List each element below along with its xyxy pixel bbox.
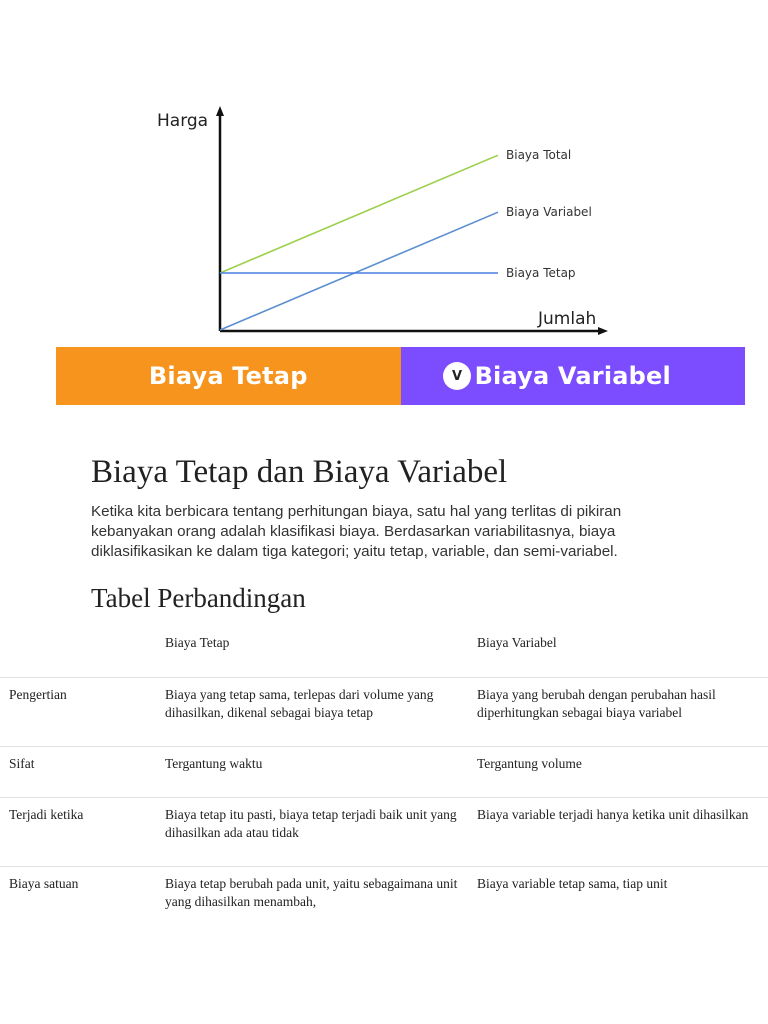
- chart-labels: [157, 111, 596, 329]
- table-row: [0, 866, 768, 935]
- series-line-biaya-variabel: [220, 212, 498, 330]
- table-header-cell: Biaya Tetap: [165, 635, 230, 650]
- y-axis-arrow: [216, 106, 224, 116]
- table-header-cell: [0, 626, 165, 677]
- series-label: Biaya Tetap: [506, 266, 576, 280]
- y-axis-label: Harga: [157, 111, 209, 131]
- table-header-row: [0, 626, 768, 677]
- cost-chart: [140, 100, 620, 340]
- x-axis-label: Jumlah: [538, 309, 597, 329]
- table-cell: Tergantung waktu: [165, 755, 263, 771]
- table-cell: Biaya variable terjadi hanya ketika unit dihasilkan: [477, 806, 749, 822]
- banner-fixed-cost-label: Biaya Tetap: [148, 362, 308, 390]
- table-cell: Sifat: [9, 755, 35, 771]
- table-cell: Biaya yang berubah dengan perubahan hasil diperhitungkan sebagai biaya variabel: [477, 686, 716, 720]
- table-cell: Terjadi ketika: [9, 806, 84, 822]
- table-cell: Biaya satuan: [9, 875, 79, 891]
- banner-fixed-cost: [56, 347, 401, 405]
- chart-axes: [216, 106, 608, 335]
- table-cell: Biaya variable tetap sama, tiap unit: [477, 875, 668, 891]
- series-label: Biaya Total: [506, 148, 572, 163]
- x-axis-arrow: [598, 327, 608, 335]
- series-label: Biaya Variabel: [506, 205, 592, 220]
- table-header-cell: Biaya Variabel: [477, 635, 557, 650]
- versus-badge: V: [443, 362, 471, 390]
- series-line-biaya-total: [220, 155, 498, 273]
- article-title: Biaya Tetap dan Biaya Variabel: [91, 454, 508, 490]
- table-cell: Biaya tetap itu pasti, biaya tetap terjadi baik unit yang dihasilkan ada atau tidak: [165, 806, 457, 840]
- comparison-banner: [56, 347, 745, 405]
- table-cell: Biaya yang tetap sama, terlepas dari volume yang dihasilkan, dikenal sebagai biaya tetap: [165, 686, 434, 720]
- table-cell: Biaya tetap berubah pada unit, yaitu sebagaimana unit yang dihasilkan menambah,: [165, 875, 458, 909]
- article-intro: Ketika kita berbicara tentang perhitungan biaya, satu hal yang terlitas di pikiran kebanyakan orang adalah klasifikasi biaya. Berdasarkan variabilitasnya, biaya diklasifikasikan ke dalam tiga kategori; yaitu tetap, variable, dan semi-variabel.: [91, 503, 622, 560]
- table-title: Tabel Perbandingan: [91, 583, 306, 613]
- table-cell: Pengertian: [9, 686, 67, 702]
- table-row: [0, 746, 768, 797]
- table-cell: Tergantung volume: [477, 755, 582, 771]
- chart-series: [220, 155, 498, 330]
- comparison-table: [0, 626, 768, 935]
- banner-variable-cost-label: Biaya Variabel: [474, 362, 671, 390]
- table-row: [0, 677, 768, 746]
- table-row: [0, 797, 768, 866]
